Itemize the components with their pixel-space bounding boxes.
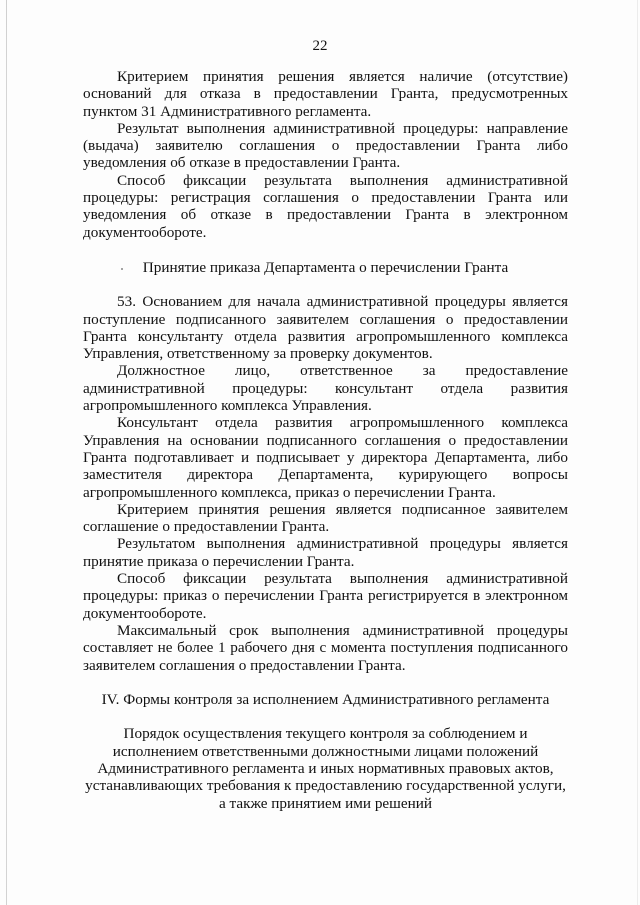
paragraph-fixation-registration: Способ фиксации результата выполнения административной процедуры: приказ о перечислении Гранта регистрируется в электронном документообороте.	[83, 570, 568, 622]
paragraph-consultant-prepares-order: Консультант отдела развития агропромышленного комплекса Управления на основании подписанного соглашения о предоставлении Гранта подготавливает и подписывает у директора Департамента, либо заместителя директора Департамента, курирующего вопросы агропромышленного комплекса, приказ о перечислении Гранта.	[83, 414, 568, 501]
subsection-line-3: Административного регламента и иных нормативных правовых актов,	[97, 759, 554, 777]
paragraph-max-duration: Максимальный срок выполнения административной процедуры составляет не более 1 рабочего дня с момента поступления подписанного заявителем соглашения о предоставлении Гранта.	[83, 621, 568, 674]
subheading-order-adoption: Принятие приказа Департамента о перечислении Гранта	[142, 258, 509, 276]
document-body	[83, 68, 568, 812]
section-title-iv: IV. Формы контроля за исполнением Административного регламента	[101, 690, 550, 708]
scan-right-edge	[637, 0, 638, 905]
subsection-line-4: устанавливающих требования к предоставлению государственной услуги,	[85, 777, 566, 795]
paragraph-decision-criterion-signed: Критерием принятия решения является подписанное заявителем соглашение о предоставлении Гранта.	[83, 500, 568, 536]
subsection-line-5: а также принятием ими решений	[218, 794, 432, 812]
paragraph-responsible-official: Должностное лицо, ответственное за предоставление административной процедуры: консультант отдела развития агропромышленного комплекса Управления.	[83, 362, 568, 415]
scan-left-edge	[6, 0, 7, 905]
subsection-line-2: исполнением ответственными должностными лицами положений	[112, 742, 539, 760]
paragraph-procedure-result: Результат выполнения административной процедуры: направление (выдача) заявителю соглашения о предоставлении Гранта либо уведомления об отказе в предоставлении Гранта.	[83, 119, 568, 172]
paragraph-53-basis: 53. Основанием для начала административной процедуры является поступление подписанного заявителем соглашения о предоставлении Гранта консультанту отдела развития агропромышленного комплекса Управления, ответственному за проверку документов.	[83, 293, 568, 363]
paragraph-result-order: Результатом выполнения административной процедуры является принятие приказа о перечислении Гранта.	[83, 535, 568, 570]
subsection-line-1: Порядок осуществления текущего контроля за соблюдением и	[123, 725, 528, 743]
paragraph-decision-criterion: Критерием принятия решения является наличие (отсутствие) оснований для отказа в предоставлении Гранта, предусмотренных пунктом 31 Административного регламента.	[83, 68, 568, 120]
paragraph-fixation-method: Способ фиксации результата выполнения административной процедуры: регистрация соглашения о предоставлении Гранта или уведомления об отказе в предоставлении Гранта в электронном документообороте.	[83, 171, 568, 241]
page-number: 22	[312, 38, 328, 54]
